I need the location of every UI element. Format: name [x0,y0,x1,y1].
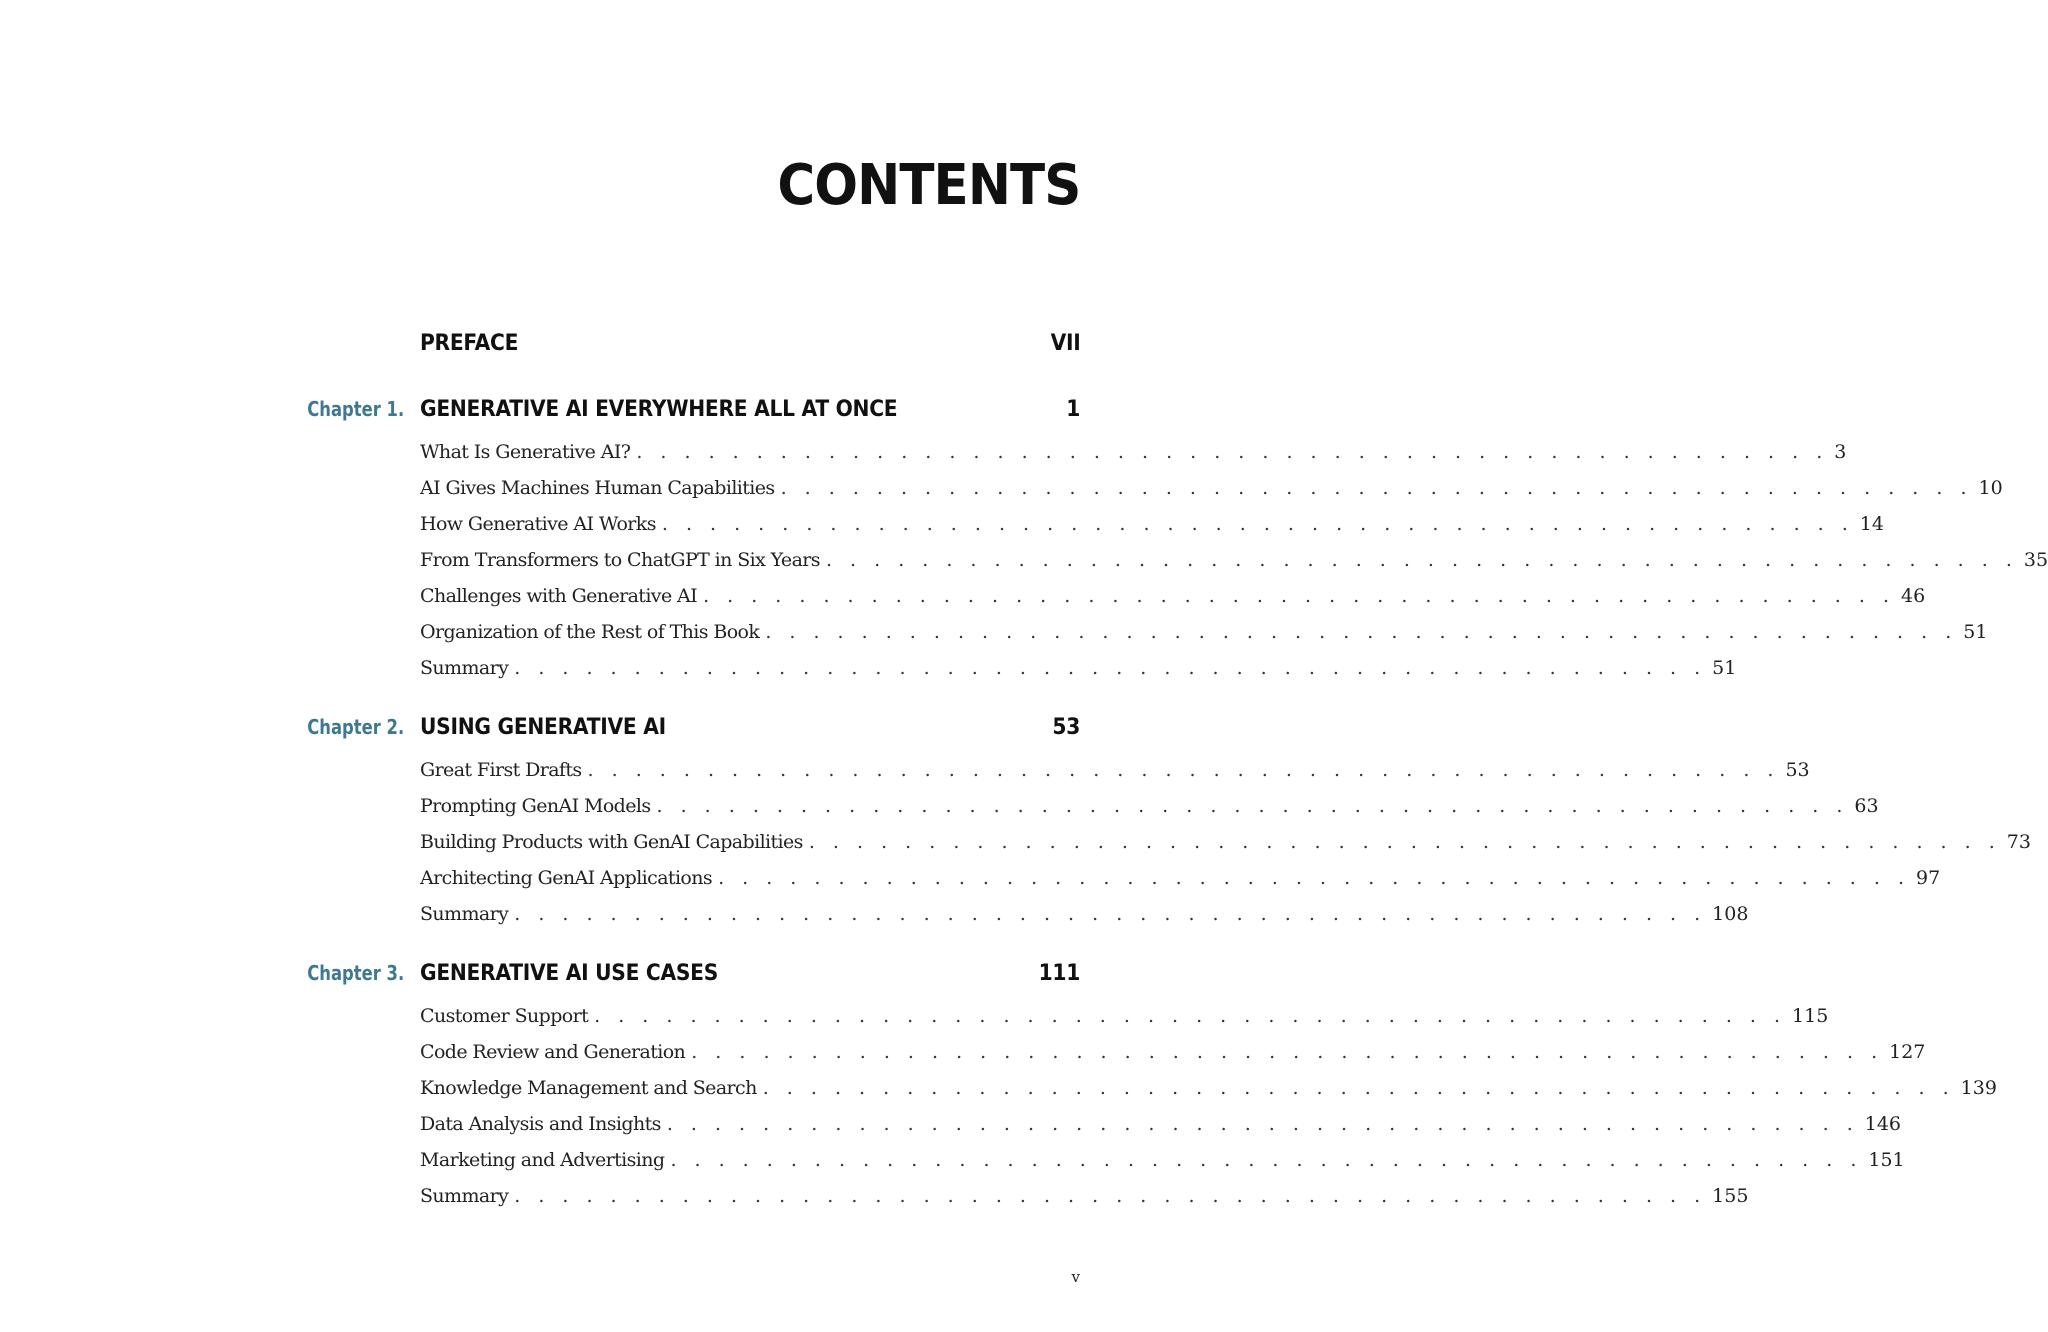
toc-entry[interactable] [420,581,1926,611]
entry-page: 3 [1834,441,1847,463]
entry-title: Summary [420,1185,509,1207]
entry-title: What Is Generative AI? [420,441,631,463]
chapter-page: 111 [1038,960,1080,986]
entry-page: 53 [1785,759,1810,781]
entry-title: Organization of the Rest of This Book [420,621,760,643]
chapter-label: Chapter 1. [307,397,404,421]
toc-entry[interactable] [420,617,1988,647]
entry-page: 51 [1712,657,1737,679]
chapter-title: USING GENERATIVE AI [420,714,666,740]
entry-page: 97 [1915,867,1941,889]
toc-entry[interactable] [420,827,2031,857]
dot-leader: . . . . . . . . . . . . . . . . . . . . . . . . . . . . . . . . . . . . . . . . . . . . . . . . . . [808,831,2001,853]
dot-leader: . . . . . . . . . . . . . . . . . . . . . . . . . . . . . . . . . . . . . . . . . . . . . . . . . . [825,549,2018,571]
toc-entry[interactable] [420,1181,1749,1211]
entry-page: 73 [2006,831,2031,853]
entry-page: 115 [1792,1005,1829,1027]
entry-page: 46 [1900,585,1926,607]
entry-title: Marketing and Advertising [420,1149,665,1171]
entry-page: 63 [1854,795,1879,817]
entry-title: Code Review and Generation [420,1041,686,1063]
entry-page: 51 [1963,621,1988,643]
dot-leader: . . . . . . . . . . . . . . . . . . . . . . . . . . . . . . . . . . . . . . . . . . . . . . . . . . [666,1113,1859,1135]
toc-entry[interactable] [420,473,2003,503]
entry-title: AI Gives Machines Human Capabilities [420,477,775,499]
chapter-page: 53 [1052,714,1080,740]
toc-entry[interactable] [420,1001,1829,1031]
dot-leader: . . . . . . . . . . . . . . . . . . . . . . . . . . . . . . . . . . . . . . . . . . . . . . . . . . [594,1005,1787,1027]
preface-page: VII [1050,330,1080,356]
entry-page: 155 [1712,1185,1749,1207]
entry-page: 14 [1859,513,1884,535]
entry-title: Great First Drafts [420,759,582,781]
entry-title: Data Analysis and Insights [420,1113,661,1135]
dot-leader: . . . . . . . . . . . . . . . . . . . . . . . . . . . . . . . . . . . . . . . . . . . . . . . . . . [780,477,1973,499]
dot-leader: . . . . . . . . . . . . . . . . . . . . . . . . . . . . . . . . . . . . . . . . . . . . . . . . . . [703,585,1895,607]
entry-page: 139 [1960,1077,1997,1099]
chapter-heading[interactable] [420,956,1080,990]
entry-title: Prompting GenAI Models [420,795,651,817]
chapter-heading[interactable] [420,392,1080,426]
dot-leader: . . . . . . . . . . . . . . . . . . . . . . . . . . . . . . . . . . . . . . . . . . . . . . . . . . [514,1185,1707,1207]
entry-page: 10 [1978,477,2003,499]
entry-page: 108 [1712,903,1749,925]
dot-leader: . . . . . . . . . . . . . . . . . . . . . . . . . . . . . . . . . . . . . . . . . . . . . . . . . . [514,903,1707,925]
toc-entry[interactable] [420,509,1884,539]
chapter-label: Chapter 2. [307,715,404,739]
page-title: CONTENTS [776,153,1080,218]
toc-entry[interactable] [420,863,1941,893]
dot-leader: . . . . . . . . . . . . . . . . . . . . . . . . . . . . . . . . . . . . . . . . . . . . . . . . . . [762,1077,1955,1099]
entry-title: Architecting GenAI Applications [420,867,713,889]
chapter-title: GENERATIVE AI EVERYWHERE ALL AT ONCE [420,396,898,422]
toc-entry[interactable] [420,791,1879,821]
dot-leader: . . . . . . . . . . . . . . . . . . . . . . . . . . . . . . . . . . . . . . . . . . . . . . . . . . [691,1041,1884,1063]
entry-page: 146 [1864,1113,1901,1135]
dot-leader: . . . . . . . . . . . . . . . . . . . . . . . . . . . . . . . . . . . . . . . . . . . . . . . . . . [661,513,1854,535]
entry-title: Summary [420,903,509,925]
toc-entry[interactable] [420,755,1810,785]
dot-leader: . . . . . . . . . . . . . . . . . . . . . . . . . . . . . . . . . . . . . . . . . . . . . . . . . . [587,759,1780,781]
toc-entry[interactable] [420,545,2048,575]
entry-title: Challenges with Generative AI [420,585,698,607]
toc-entry[interactable] [420,1037,1926,1067]
entry-title: Knowledge Management and Search [420,1077,757,1099]
chapter-page: 1 [1066,396,1080,422]
toc-entry[interactable] [420,653,1737,683]
page-number: v [1071,1268,1080,1286]
preface-title: PREFACE [420,330,519,356]
toc-entry[interactable] [420,1145,1905,1175]
entry-page: 151 [1868,1149,1905,1171]
dot-leader: . . . . . . . . . . . . . . . . . . . . . . . . . . . . . . . . . . . . . . . . . . . . . . . . . . [765,621,1958,643]
entry-title: From Transformers to ChatGPT in Six Years [420,549,820,571]
chapter-heading[interactable] [420,710,1080,744]
entry-title: Customer Support [420,1005,589,1027]
dot-leader: . . . . . . . . . . . . . . . . . . . . . . . . . . . . . . . . . . . . . . . . . . . . . . . . . . [514,657,1707,679]
entry-title: Building Products with GenAI Capabilities [420,831,803,853]
preface-heading[interactable] [420,326,1080,360]
entry-title: Summary [420,657,509,679]
chapter-title: GENERATIVE AI USE CASES [420,960,719,986]
entry-page: 127 [1889,1041,1926,1063]
dot-leader: . . . . . . . . . . . . . . . . . . . . . . . . . . . . . . . . . . . . . . . . . . . . . . . . . . [670,1149,1863,1171]
dot-leader: . . . . . . . . . . . . . . . . . . . . . . . . . . . . . . . . . . . . . . . . . . . . . . . . . . [718,867,1910,889]
toc-entry[interactable] [420,437,1847,467]
toc-entry[interactable] [420,899,1749,929]
chapter-label: Chapter 3. [307,961,404,985]
dot-leader: . . . . . . . . . . . . . . . . . . . . . . . . . . . . . . . . . . . . . . . . . . . . . . . . . . [636,441,1829,463]
entry-page: 35 [2023,549,2048,571]
entry-title: How Generative AI Works [420,513,656,535]
toc-entry[interactable] [420,1073,1997,1103]
toc-entry[interactable] [420,1109,1901,1139]
dot-leader: . . . . . . . . . . . . . . . . . . . . . . . . . . . . . . . . . . . . . . . . . . . . . . . . . . [656,795,1849,817]
